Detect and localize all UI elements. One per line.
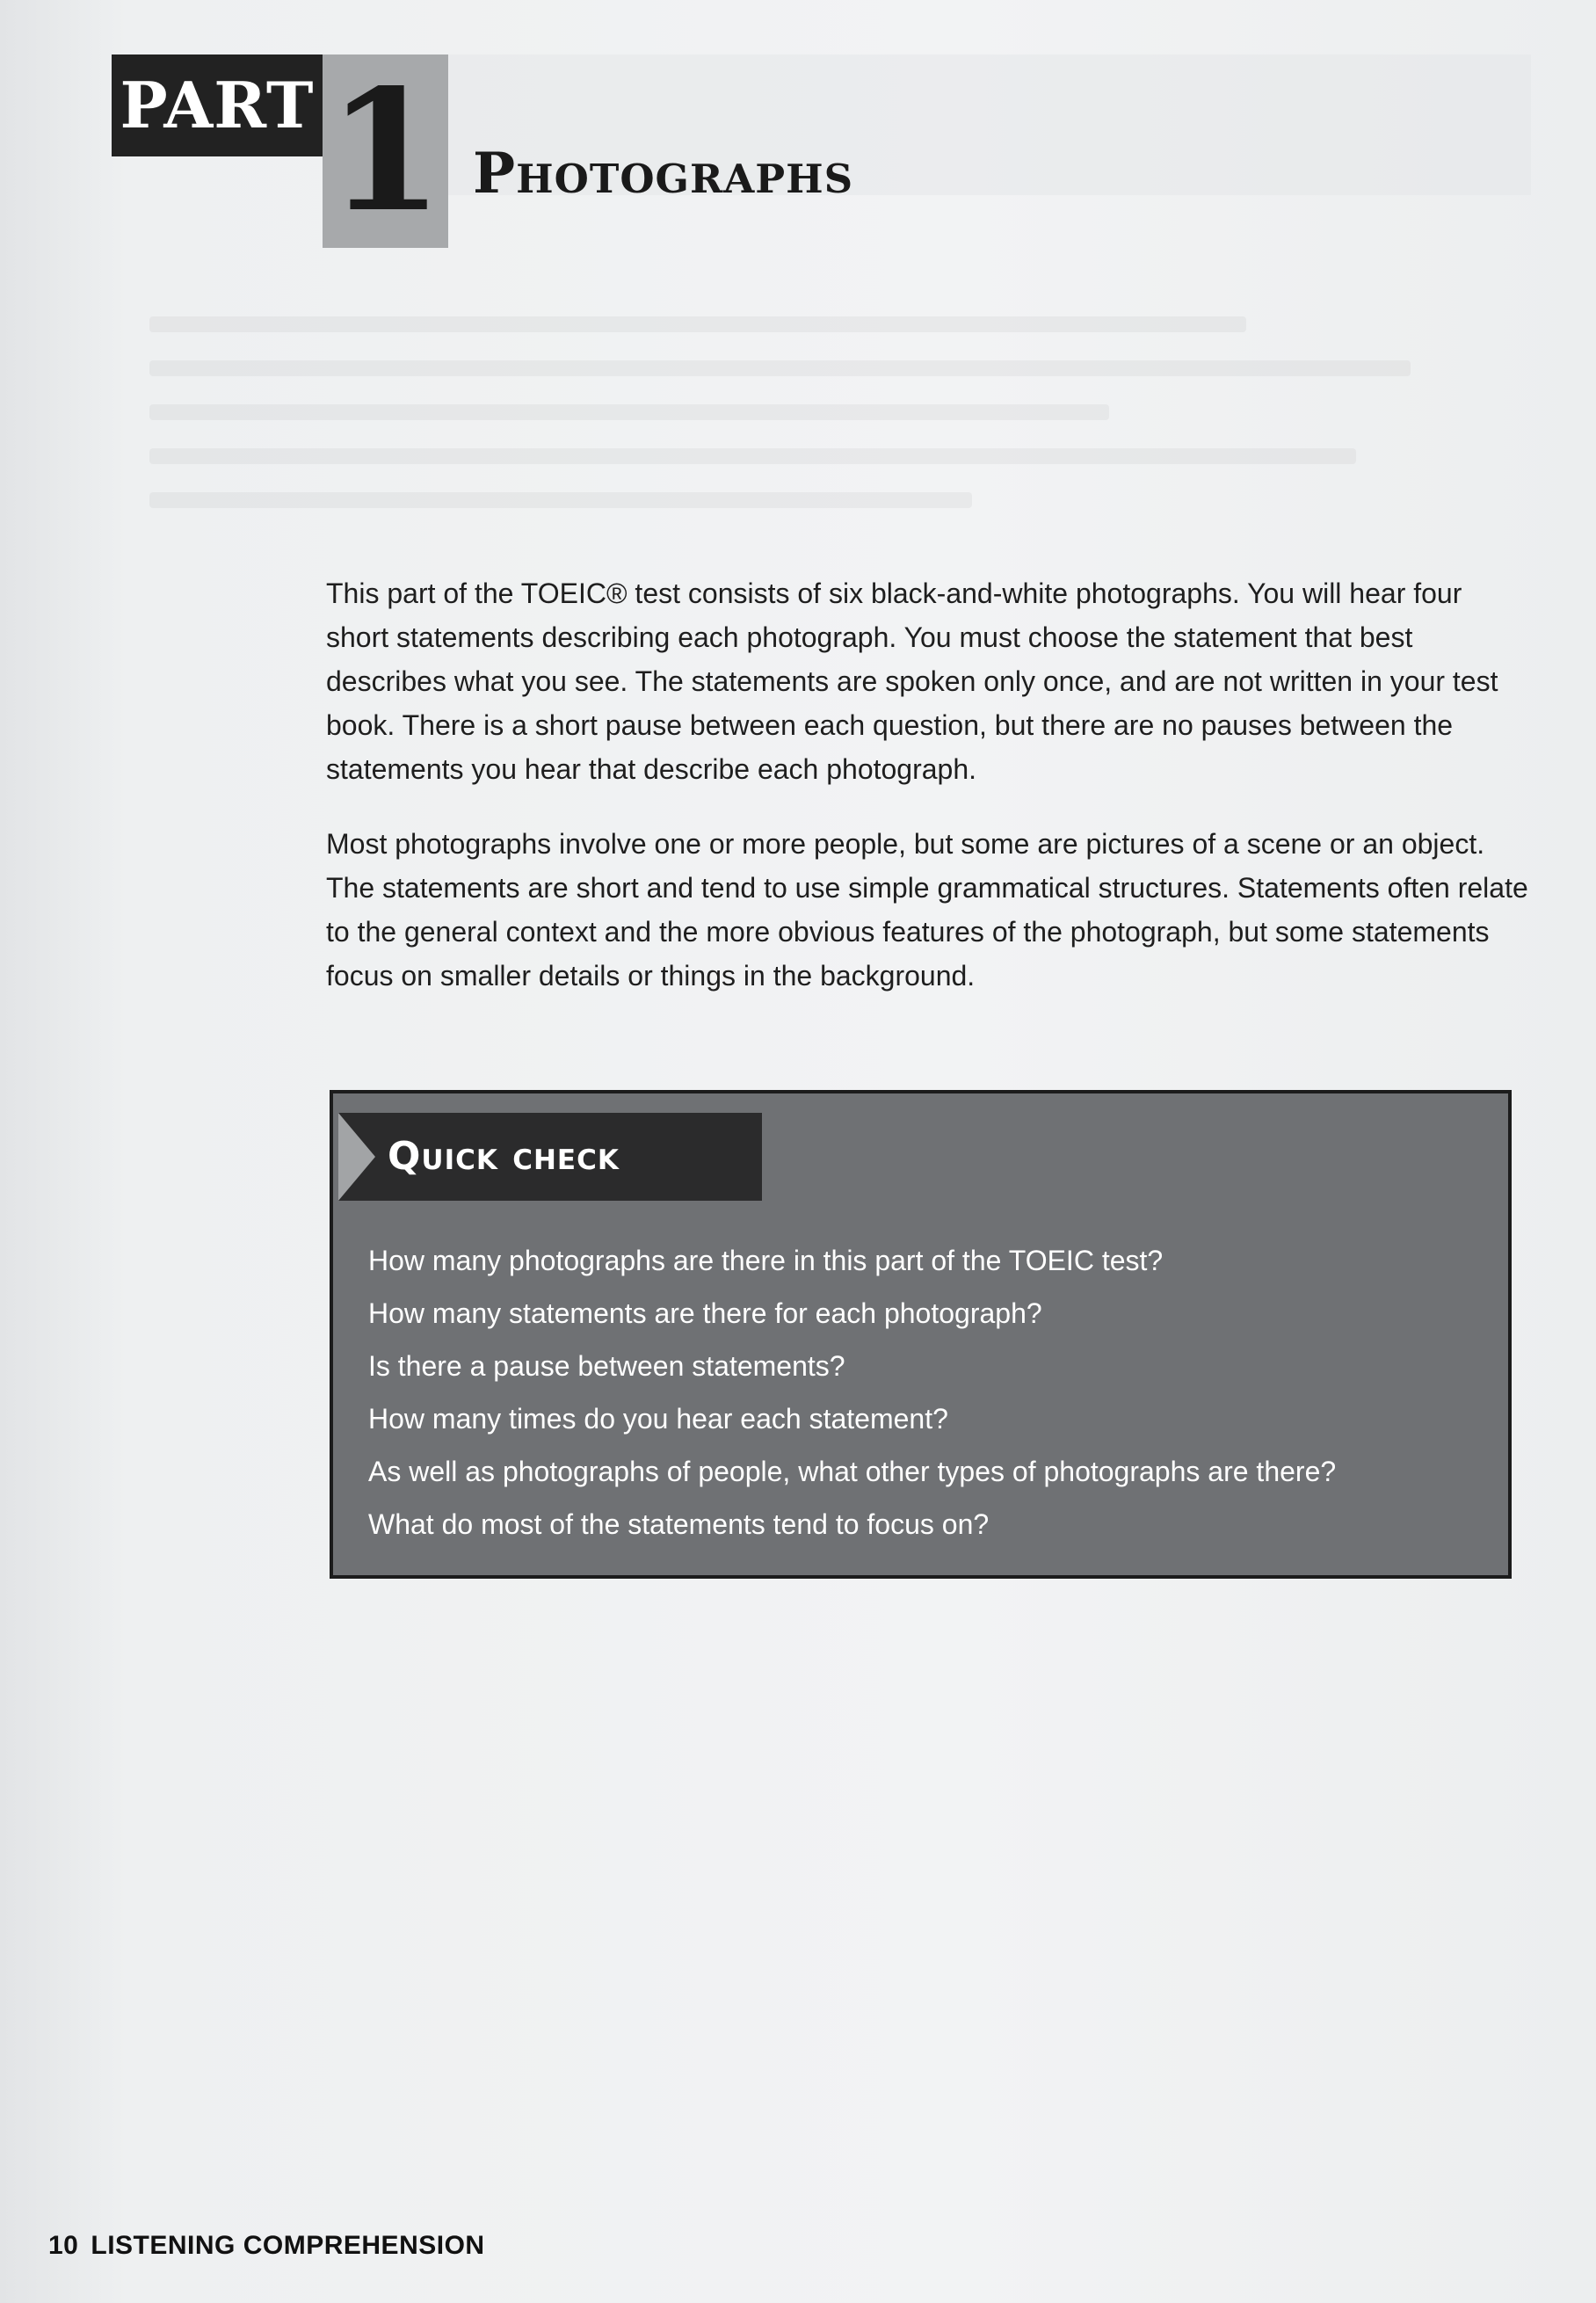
page-number: 10 (48, 2231, 79, 2260)
part-number: 1 (327, 53, 444, 249)
part-label: PART (112, 54, 323, 156)
quick-check-title: Quick check (388, 1134, 620, 1179)
arrow-icon (338, 1113, 375, 1201)
page-title: Photographs (473, 141, 854, 207)
footer-section: LISTENING COMPREHENSION (91, 2231, 485, 2260)
intro-paragraph-2: Most photographs involve one or more people, but some are pictures of a scene or an object. The statements are short and tend to use simple grammatical structures. Statements often relate to the general context and the more obvious features of the photograph, but some statements focus on smaller details or things in the background. (326, 828, 1528, 992)
list-item: How many statements are there for each photograph? (368, 1297, 1042, 1329)
quick-check-box (330, 1090, 1512, 1579)
quick-check-list (368, 1234, 1336, 1551)
list-item: As well as photographs of people, what other types of photographs are there? (368, 1456, 1337, 1487)
page-footer (48, 2231, 485, 2261)
intro-paragraph-1: This part of the TOEIC® test consists of six black-and-white photographs. You will hear four short statements describing each photograph. You must choose the statement that best describes what you see. The statements are spoken only once, and are not written in your test book. There is a short pause between each question, but there are no pauses between the statements you hear that describe each photograph. (326, 578, 1498, 785)
list-item: Is there a pause between statements? (368, 1350, 845, 1382)
list-item: What do most of the statements tend to focus on? (368, 1508, 990, 1540)
list-item: How many photographs are there in this part of the TOEIC test? (368, 1245, 1164, 1276)
list-item: How many times do you hear each statement? (368, 1403, 948, 1435)
